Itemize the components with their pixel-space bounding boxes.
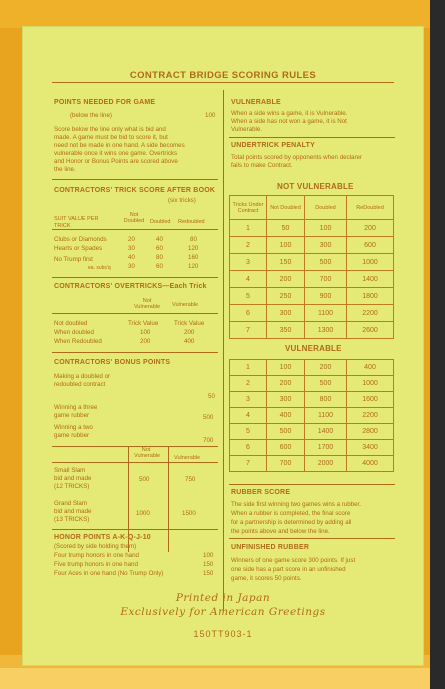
v-cell: 1 [230, 360, 267, 376]
nv-cell: 1 [230, 220, 267, 237]
honors-sub: (Scored by side holding them) [54, 543, 137, 550]
v-cell: 7 [230, 456, 267, 472]
v-cell: 3400 [347, 440, 394, 456]
trick-table-rule [52, 229, 218, 230]
nv-cell: 500 [305, 254, 347, 271]
clubs-d: 40 [156, 236, 163, 243]
nv-cell: 200 [347, 220, 394, 237]
section-rule [52, 179, 218, 180]
not-vulnerable-heading: NOT VULNERABLE [277, 182, 354, 191]
v-cell: 500 [267, 424, 305, 440]
v-cell: 1400 [305, 424, 347, 440]
points-text-2: made. A game must be bid to score it, but [54, 134, 168, 141]
card-title: CONTRACT BRIDGE SCORING RULES [129, 70, 317, 81]
bonus-two-game-2: game rubber [54, 432, 90, 439]
points-text-3: need not be made in one hand. A side becomes [54, 142, 185, 149]
points-needed-heading: POINTS NEEDED FOR GAME [54, 99, 156, 106]
vulnerable-heading: VULNERABLE [285, 344, 342, 353]
trick-score-heading: CONTRACTORS' TRICK SCORE AFTER BOOK [54, 187, 216, 194]
small-slam-1: Small Slam [54, 467, 86, 474]
v-cell: 400 [267, 408, 305, 424]
hearts-d: 60 [156, 245, 163, 252]
nv-hdr-not-doubled: Not Doubled [267, 196, 305, 220]
clubs-nd: 20 [128, 236, 135, 243]
overtricks-heading: CONTRACTORS' OVERTRICKS—Each Trick [54, 283, 207, 290]
nt-subs-rd: 120 [188, 263, 199, 270]
points-text-1: Score below the line only what is bid and [54, 126, 166, 133]
rubber-heading: RUBBER SCORE [231, 489, 291, 496]
unfinished-heading: UNFINISHED RUBBER [231, 544, 310, 551]
honors-row-2-label: Five trump honors in one hand [54, 561, 138, 568]
nv-hdr-doubled: Doubled [305, 196, 347, 220]
v-cell: 100 [267, 360, 305, 376]
no-trump-label: No Trump first [54, 256, 93, 263]
points-text-4: vulnerable once it wins one game. Overtricks [54, 150, 178, 157]
column-divider [223, 90, 224, 610]
footer-exclusively: Exclusively for American Greetings [120, 606, 326, 618]
nv-cell: 6 [230, 305, 267, 322]
rubber-text-2: When a rubber is completed, the final score [231, 510, 351, 517]
small-slam-3: (12 TRICKS) [54, 483, 90, 490]
v-cell: 200 [305, 360, 347, 376]
v-cell: 1700 [305, 440, 347, 456]
background-edge [430, 0, 445, 689]
honors-row-1-value: 100 [203, 552, 214, 559]
bonus-doubled-2: redoubled contract [54, 381, 106, 388]
v-cell: 300 [267, 392, 305, 408]
section-rule [52, 277, 218, 278]
ot-not-vul-header: Not Vulnerable [133, 298, 161, 310]
honors-row-2-value: 150 [203, 561, 214, 568]
nv-cell: 350 [267, 322, 305, 339]
ot-not-doubled-label: Not doubled [54, 320, 88, 327]
bonus-doubled-1: Making a doubled or [54, 373, 111, 380]
grand-slam-1: Grand Slam [54, 500, 88, 507]
rubber-text-3: for a partnership is determined by adding all [231, 519, 352, 526]
nt-first-d: 80 [156, 254, 163, 261]
hearts-nd: 30 [128, 245, 135, 252]
nv-cell: 2200 [347, 305, 394, 322]
nv-cell: 7 [230, 322, 267, 339]
bonus-two-game-1: Winning a two [54, 424, 93, 431]
below-line-label: (below the line) [70, 112, 112, 119]
footer-code: 150TT903-1 [193, 629, 253, 639]
v-cell: 1600 [347, 392, 394, 408]
undertrick-text-2: fails to make Contract. [231, 162, 293, 169]
v-cell: 1000 [347, 376, 394, 392]
nv-cell: 700 [305, 271, 347, 288]
nv-cell: 200 [267, 271, 305, 288]
section-rule [229, 137, 395, 138]
bonus-three-game-2: game rubber [54, 412, 90, 419]
unfinished-text-1: Winners of one game score 300 points. If just [231, 557, 356, 564]
nv-hdr-redoubled: ReDoubled [347, 196, 394, 220]
unfinished-text-2: one side has a part score in an unfinished [231, 566, 346, 573]
grand-slam-3: (13 TRICKS) [54, 516, 90, 523]
slam-vul-header: Vulnerable [174, 455, 201, 461]
bonus-three-game-value: 500 [203, 414, 214, 421]
vulnerable-def-2: When a side has not won a game, it is Not [231, 118, 347, 125]
vulnerable-def-1: When a side wins a game, it is Vulnerable. [231, 110, 348, 117]
hearts-rd: 120 [188, 245, 199, 252]
v-cell: 500 [305, 376, 347, 392]
v-cell: 2 [230, 376, 267, 392]
nt-first-nd: 40 [128, 254, 135, 261]
footer-printed-in: Printed in Japan [175, 592, 271, 604]
rubber-text-4: the points above and below the line. [231, 528, 330, 535]
nv-cell: 1100 [305, 305, 347, 322]
vulnerable-def-heading: VULNERABLE [231, 99, 281, 106]
undertrick-text-1: Total points scored by opponents when declarer [231, 154, 363, 161]
grand-slam-nv: 1000 [136, 510, 150, 517]
v-cell: 2200 [347, 408, 394, 424]
nv-cell: 100 [305, 220, 347, 237]
rubber-text-1: The side first winning two games wins a rubber. [231, 501, 361, 508]
v-cell: 2000 [305, 456, 347, 472]
suit-value-header: SUIT VALUE PER TRICK [54, 216, 99, 229]
honors-heading: HONOR POINTS A-K-Q-J-10 [54, 534, 151, 541]
nv-cell: 600 [347, 237, 394, 254]
nv-hdr-tricks: Tricks Under Contract [230, 196, 267, 220]
overtricks-rule [52, 313, 218, 314]
card-holder-top [0, 0, 445, 28]
v-cell: 4 [230, 408, 267, 424]
slam-header-rule [52, 462, 218, 463]
hearts-spades-label: Hearts or Spades [54, 245, 103, 252]
small-slam-nv: 500 [139, 476, 150, 483]
bonus-heading: CONTRACTORS' BONUS POINTS [54, 359, 171, 366]
section-rule [52, 352, 218, 353]
bonus-doubled-value: 50 [208, 393, 215, 400]
ot-vul-header: Vulnerable [172, 302, 199, 308]
clubs-rd: 80 [190, 236, 197, 243]
ot-redoubled-v: 400 [184, 338, 195, 345]
nt-subs-nd: 30 [128, 263, 135, 270]
nv-cell: 1000 [347, 254, 394, 271]
v-cell: 200 [267, 376, 305, 392]
bonus-two-game-value: 700 [203, 437, 214, 444]
nv-cell: 1800 [347, 288, 394, 305]
redoubled-header: Redoubled [178, 219, 205, 225]
nv-cell: 250 [267, 288, 305, 305]
v-cell: 600 [267, 440, 305, 456]
below-line-value: 100 [205, 112, 216, 119]
honors-row-3-label: Four Aces in one hand (No Trump Only) [54, 570, 164, 577]
small-slam-v: 750 [185, 476, 196, 483]
v-cell: 400 [347, 360, 394, 376]
section-rule [229, 538, 395, 539]
undertrick-heading: UNDERTRICK PENALTY [231, 142, 315, 149]
nv-cell: 1300 [305, 322, 347, 339]
nv-cell: 50 [267, 220, 305, 237]
title-rule [52, 82, 394, 83]
points-text-6: the line. [54, 166, 76, 173]
slam-not-vul-header: Not Vulnerable [134, 447, 161, 459]
nv-cell: 4 [230, 271, 267, 288]
v-cell: 6 [230, 440, 267, 456]
scoring-card [22, 26, 424, 666]
v-cell: 4000 [347, 456, 394, 472]
unfinished-text-3: game, it scores 50 points. [231, 575, 302, 582]
v-cell: 700 [267, 456, 305, 472]
v-cell: 5 [230, 424, 267, 440]
nv-cell: 100 [267, 237, 305, 254]
grand-slam-v: 1500 [182, 510, 196, 517]
nv-cell: 3 [230, 254, 267, 271]
nv-cell: 150 [267, 254, 305, 271]
ot-redoubled-nv: 200 [140, 338, 151, 345]
clubs-diamonds-label: Clubs or Diamonds [54, 236, 107, 243]
nv-cell: 300 [305, 237, 347, 254]
ot-redoubled-label: When Redoubled [54, 338, 102, 345]
ot-not-doubled-nv: Trick Value [128, 320, 159, 327]
bonus-three-game-1: Winning a three [54, 404, 98, 411]
small-slam-2: bid and made [54, 475, 92, 482]
grand-slam-2: bid and made [54, 508, 92, 515]
section-rule [229, 484, 395, 485]
section-rule [52, 529, 218, 530]
v-cell: 1100 [305, 408, 347, 424]
not-doubled-header: Not Doubled [123, 212, 145, 224]
nt-subsequent-label: ea. subs'q [88, 265, 111, 271]
vulnerable-def-3: Vulnerable. [231, 126, 263, 133]
not-vulnerable-table [229, 195, 394, 339]
nv-cell: 2 [230, 237, 267, 254]
ot-not-doubled-v: Trick Value [174, 320, 205, 327]
nv-cell: 1400 [347, 271, 394, 288]
v-cell: 2800 [347, 424, 394, 440]
nv-cell: 300 [267, 305, 305, 322]
honors-row-1-label: Four trump honors in one hand [54, 552, 139, 559]
ot-doubled-label: When doubled [54, 329, 94, 336]
v-cell: 3 [230, 392, 267, 408]
ot-doubled-v: 200 [184, 329, 195, 336]
ot-doubled-nv: 100 [140, 329, 151, 336]
vulnerable-table [229, 359, 394, 472]
nv-cell: 900 [305, 288, 347, 305]
nt-first-rd: 160 [188, 254, 199, 261]
nv-cell: 5 [230, 288, 267, 305]
card-holder-stripe [0, 668, 445, 689]
points-text-5: and Honor or Bonus Points are scored above [54, 158, 178, 165]
doubled-header: Doubled [150, 219, 171, 225]
honors-row-3-value: 150 [203, 570, 214, 577]
v-cell: 800 [305, 392, 347, 408]
nt-subs-d: 60 [156, 263, 163, 270]
trick-score-sub: (six tricks) [168, 197, 196, 204]
nv-cell: 2600 [347, 322, 394, 339]
